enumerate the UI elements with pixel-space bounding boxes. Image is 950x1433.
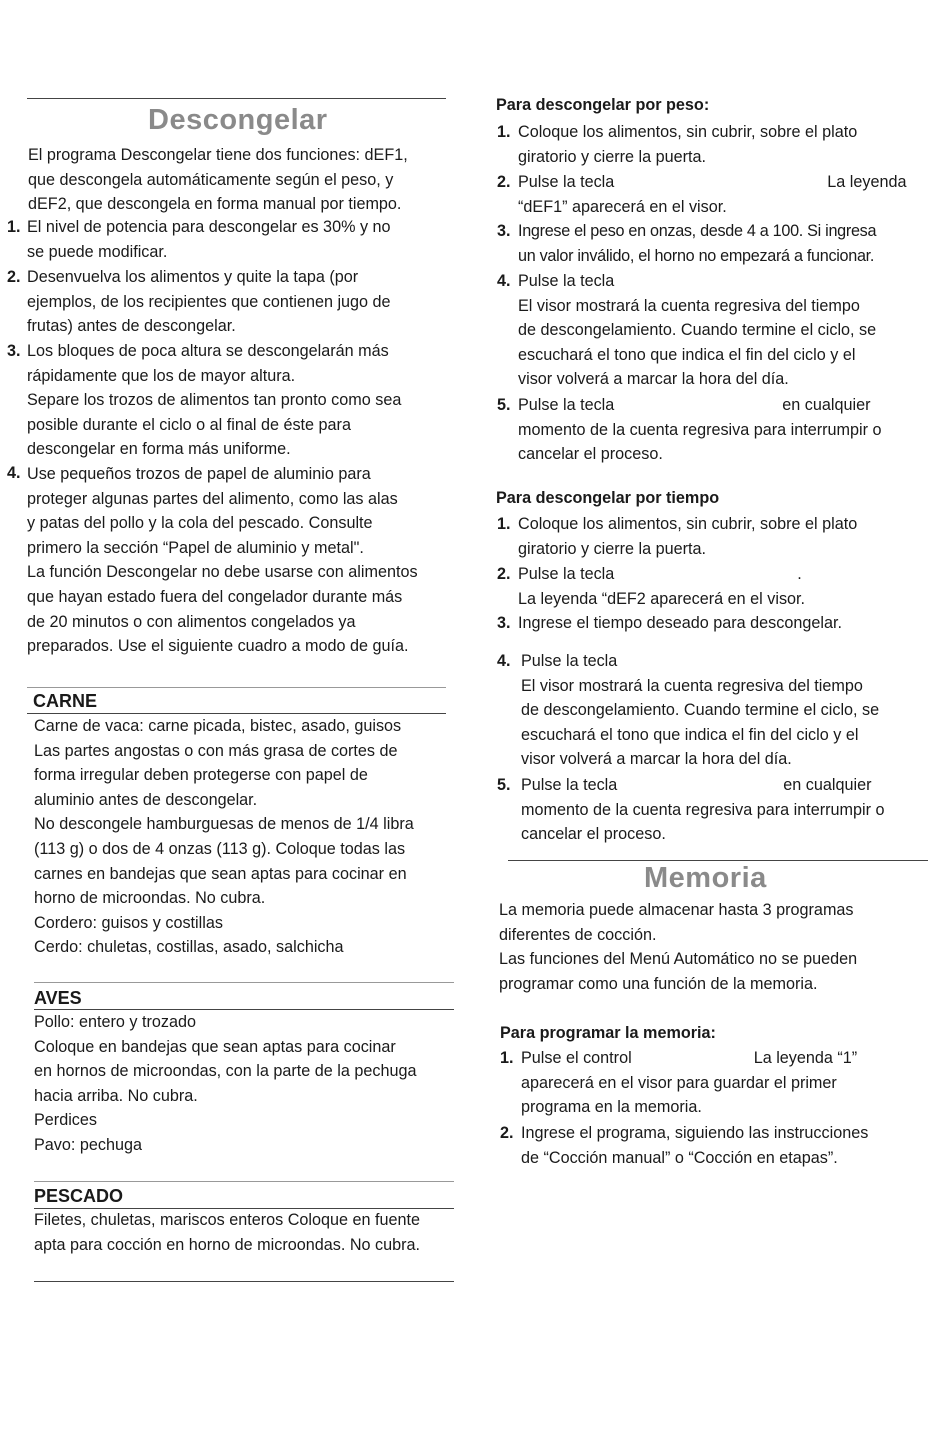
carne-text: Carne de vaca: carne picada, bistec, asado, guisos Las partes angostas o con más grasa de cortes de forma irregular deben protegerse con papel de aluminio antes de descongelar. No descongele hamburguesas de menos de 1/4 libra (113 g) o dos de 4 onzas (113 g). Coloque todas las carnes en bandejas que sean aptas para cocinar en horno de microondas. No cubra. Cordero: guisos y costillas Cerdo: chuletas, costillas, asado, salchicha <box>34 717 414 957</box>
list-item: Los bloques de poca altura se descongelarán más rápidamente que los de mayor altura. Separe los trozos de alimentos tan pronto como sea posible durante el ciclo o al final de éste para descongelar en forma más uniforme. <box>27 342 402 459</box>
memoria-heading: Para programar la memoria: <box>500 1024 716 1042</box>
list-item: Pulse la tecla El visor mostrará la cuenta regresiva del tiempo de descongelamiento. Cuando termine el ciclo, se escuchará el tono que indica el fin del ciclo y el visor volverá a marcar la hora del día. <box>518 272 877 389</box>
aves-rule-top <box>34 982 454 983</box>
list-number: 4. <box>497 272 511 290</box>
list-item: Coloque los alimentos, sin cubrir, sobre el plato giratorio y cierre la puerta. <box>518 515 858 558</box>
list-number: 3. <box>497 222 511 240</box>
list-item: Pulse el control La leyenda “1” aparecerá en el visor para guardar el primer programa en la memoria. <box>521 1049 858 1117</box>
bottom-rule-left <box>34 1281 454 1282</box>
list-number: 4. <box>7 464 21 482</box>
pescado-heading: PESCADO <box>34 1186 124 1206</box>
list-number: 5. <box>497 776 511 794</box>
list-item: Pulse la tecla La leyenda “dEF1” aparecerá en el visor. <box>518 173 907 216</box>
list-number: 1. <box>497 123 511 141</box>
peso-heading: Para descongelar por peso: <box>496 96 710 114</box>
list-item: Pulse la tecla en cualquier momento de la cuenta regresiva para interrumpir o cancelar el proceso. <box>521 776 885 844</box>
list-number: 4. <box>497 652 511 670</box>
list-item: Ingrese el tiempo deseado para descongelar. <box>518 614 842 632</box>
list-item: Ingrese el programa, siguiendo las instrucciones de “Cocción manual” o “Cocción en etapas”. <box>521 1124 869 1167</box>
list-item: Use pequeños trozos de papel de aluminio para proteger algunas partes del alimento, como las alas y patas del pollo y la cola del pescado. Consulte primero la sección “Papel de aluminio y metal". La función Descongelar no debe usarse con alimentos que hayan estado fuera del congelador durante más de 20 minutos o con alimentos congelados ya preparados. Use el siguiente cuadro a modo de guía. <box>27 465 418 656</box>
aves-heading: AVES <box>34 988 82 1008</box>
carne-heading: CARNE <box>33 691 98 711</box>
memoria-title: Memoria <box>644 862 767 894</box>
list-item: Ingrese el peso en onzas, desde 4 a 100. Si ingresa un valor inválido, el horno no empezará a funcionar. <box>518 222 877 265</box>
list-number: 2. <box>500 1124 514 1142</box>
pescado-text: Filetes, chuletas, mariscos enteros Coloque en fuente apta para cocción en horno de microondas. No cubra. <box>34 1211 421 1254</box>
list-number: 2. <box>497 565 511 583</box>
list-number: 1. <box>497 515 511 533</box>
list-number: 3. <box>497 614 511 632</box>
list-number: 1. <box>7 218 21 236</box>
descongelar-title: Descongelar <box>148 104 328 136</box>
tiempo-heading: Para descongelar por tiempo <box>496 489 720 507</box>
descongelar-intro: El programa Descongelar tiene dos funciones: dEF1, que descongela automáticamente según el peso, y dEF2, que descongela en forma manual por tiempo. <box>28 146 408 214</box>
list-item: El nivel de potencia para descongelar es 30% y no se puede modificar. <box>27 218 391 261</box>
memoria-intro: La memoria puede almacenar hasta 3 programas diferentes de cocción. Las funciones del Menú Automático no se pueden programar como una función de la memoria. <box>499 901 858 993</box>
list-number: 1. <box>500 1049 514 1067</box>
list-item: Pulse la tecla . La leyenda “dEF2 aparecerá en el visor. <box>518 565 806 608</box>
list-number: 2. <box>7 268 21 286</box>
aves-text: Pollo: entero y trozado Coloque en bandejas que sean aptas para cocinar en hornos de microondas, con la parte de la pechuga hacia arriba. No cubra. Perdices Pavo: pechuga <box>34 1013 417 1154</box>
top-rule-left <box>27 98 446 99</box>
list-number: 2. <box>497 173 511 191</box>
list-item: Desenvuelva los alimentos y quite la tapa (por ejemplos, de los recipientes que contienen jugo de frutas) antes de descongelar. <box>27 268 391 336</box>
list-item: Pulse la tecla El visor mostrará la cuenta regresiva del tiempo de descongelamiento. Cuando termine el ciclo, se escuchará el tono que indica el fin del ciclo y el visor volverá a marcar la hora del día. <box>521 652 880 769</box>
list-item: Pulse la tecla en cualquier momento de la cuenta regresiva para interrumpir o cancelar el proceso. <box>518 396 882 464</box>
list-number: 5. <box>497 396 511 414</box>
pescado-rule-top <box>34 1181 454 1182</box>
list-number: 3. <box>7 342 21 360</box>
carne-rule-top <box>27 687 446 688</box>
list-item: Coloque los alimentos, sin cubrir, sobre el plato giratorio y cierre la puerta. <box>518 123 858 166</box>
